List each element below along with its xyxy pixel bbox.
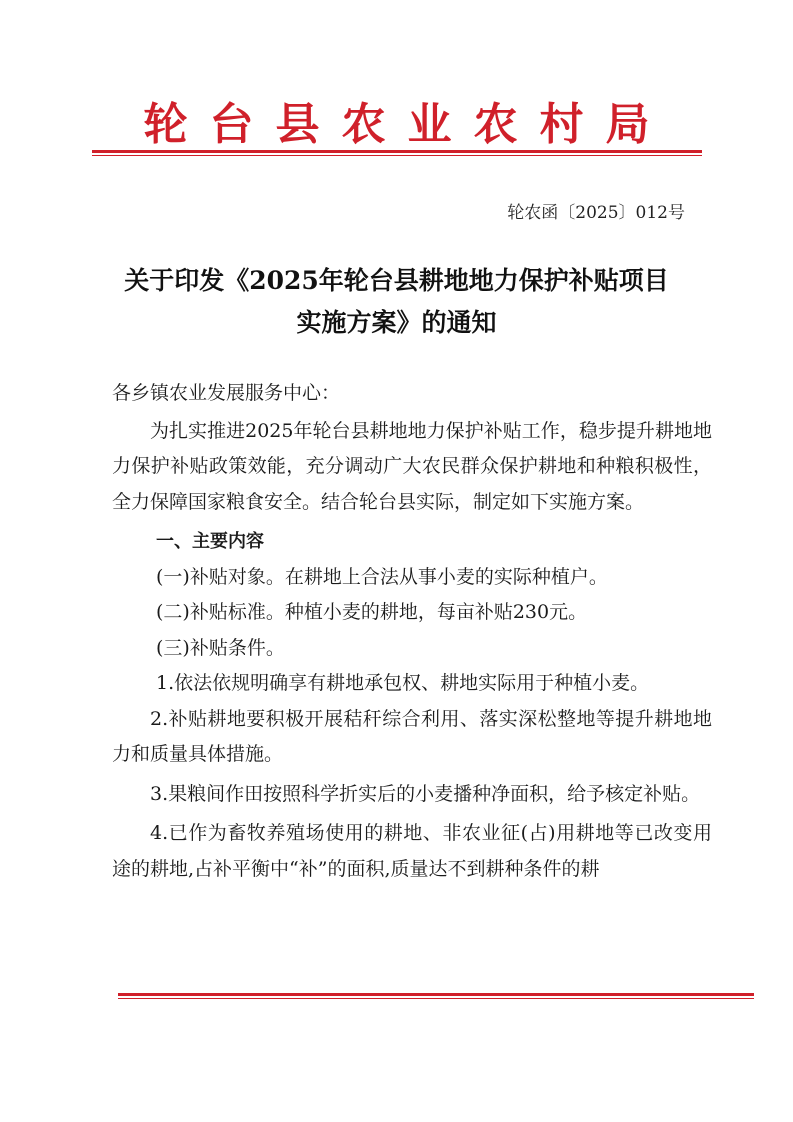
salutation: 各乡镇农业发展服务中心： <box>112 382 341 404</box>
intro-paragraph: 为扎实推进2025年轮台县耕地地力保护补贴工作，稳步提升耕地地力保护补贴政策效能，充分调动广大农民群众保护耕地和种粮积极性，全力保障国家粮食安全。结合轮台县实际，制定如下实施方案。 <box>112 419 712 513</box>
condition-1: 1.依法依规明确享有耕地承包权、耕地实际用于种植小麦。 <box>156 672 650 694</box>
document-body <box>112 376 712 887</box>
document-title <box>80 260 713 344</box>
condition-3: 3.果粮间作田按照科学折实后的小麦播种净面积，给予核定补贴。 <box>150 782 701 805</box>
item-subsidy-standard: (二)补贴标准。种植小麦的耕地，每亩补贴230元。 <box>156 601 588 623</box>
section-heading: 一、主要内容 <box>156 531 264 552</box>
condition-2: 2.补贴耕地要积极开展秸秆综合利用、落实深松整地等提升耕地地力和质量具体措施。 <box>112 707 712 765</box>
condition-4: 4.已作为畜牧养殖场使用的耕地、非农业征(占)用耕地等已改变用途的耕地,占补平衡中“补”的面积,质量达不到耕种条件的耕 <box>112 822 712 880</box>
item-subsidy-target: (一)补贴对象。在耕地上合法从事小麦的实际种植户。 <box>156 565 608 588</box>
agency-letterhead: 轮台县农业农村局 <box>143 99 672 150</box>
title-line-2: 实施方案》的通知 <box>296 308 497 337</box>
title-line-1: 关于印发《2025年轮台县耕地地力保护补贴项目 <box>124 266 669 295</box>
item-subsidy-conditions: (三)补贴条件。 <box>156 636 285 659</box>
document-number: 轮农函〔2025〕012号 <box>507 203 685 223</box>
